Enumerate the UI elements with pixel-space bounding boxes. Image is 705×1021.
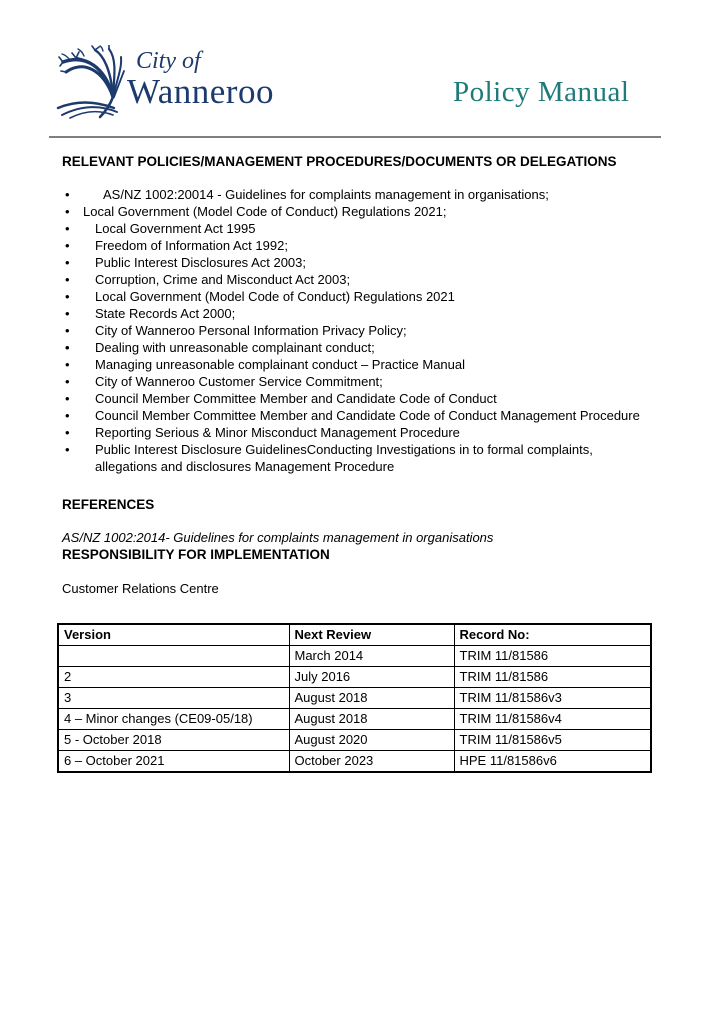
table-row <box>58 709 651 730</box>
bullet-item: • City of Wanneroo Personal Information Privacy Policy; <box>62 322 648 339</box>
table-row <box>58 730 651 751</box>
cell-next-review: August 2018 <box>289 709 454 730</box>
cell-next-review: July 2016 <box>289 667 454 688</box>
cell-version: 5 - October 2018 <box>58 730 289 751</box>
cell-version: 3 <box>58 688 289 709</box>
references-heading: REFERENCES <box>62 497 155 512</box>
bullet-item: • Managing unreasonable complainant conduct – Practice Manual <box>62 356 648 373</box>
bullet-item: • AS/NZ 1002:20014 - Guidelines for complaints management in organisations; <box>62 186 648 203</box>
bullet-item: • Local Government Act 1995 <box>62 220 648 237</box>
responsibility-heading: RESPONSIBILITY FOR IMPLEMENTATION <box>62 547 330 562</box>
table-header-row <box>58 624 651 646</box>
cell-version: 2 <box>58 667 289 688</box>
column-header-version: Version <box>58 624 289 646</box>
table-row <box>58 646 651 667</box>
logo-city-of: City of <box>136 48 201 74</box>
bullet-item: • Local Government (Model Code of Conduct) Regulations 2021; <box>62 203 648 220</box>
bullet-item: • Public Interest Disclosure GuidelinesConducting Investigations in to formal complaints, allegations and disclosures Management Procedure <box>62 441 648 475</box>
cell-next-review: October 2023 <box>289 751 454 773</box>
bullet-item: • Corruption, Crime and Misconduct Act 2003; <box>62 271 648 288</box>
bullet-item: • Freedom of Information Act 1992; <box>62 237 648 254</box>
cell-next-review: March 2014 <box>289 646 454 667</box>
relevant-policies-heading: RELEVANT POLICIES/MANAGEMENT PROCEDURES/DOCUMENTS OR DELEGATIONS <box>62 154 617 169</box>
table-row <box>58 688 651 709</box>
cell-version <box>58 646 289 667</box>
bullet-list <box>62 186 648 475</box>
bullet-item: • Council Member Committee Member and Candidate Code of Conduct Management Procedure <box>62 407 648 424</box>
responsibility-owner: Customer Relations Centre <box>62 581 219 596</box>
cell-version: 6 – October 2021 <box>58 751 289 773</box>
cell-next-review: August 2020 <box>289 730 454 751</box>
table-row <box>58 667 651 688</box>
cell-next-review: August 2018 <box>289 688 454 709</box>
policy-manual-title: Policy Manual <box>453 76 630 108</box>
cell-record-no: TRIM 11/81586v5 <box>454 730 651 751</box>
cell-record-no: TRIM 11/81586 <box>454 646 651 667</box>
cell-record-no: TRIM 11/81586v3 <box>454 688 651 709</box>
bullet-item: • Local Government (Model Code of Conduct) Regulations 2021 <box>62 288 648 305</box>
table-row <box>58 751 651 773</box>
logo-wanneroo: Wanneroo <box>127 72 274 111</box>
bullet-item: • Public Interest Disclosures Act 2003; <box>62 254 648 271</box>
cell-record-no: TRIM 11/81586v4 <box>454 709 651 730</box>
column-header-record-no: Record No: <box>454 624 651 646</box>
cell-record-no: HPE 11/81586v6 <box>454 751 651 773</box>
version-history-table <box>57 623 652 773</box>
cell-record-no: TRIM 11/81586 <box>454 667 651 688</box>
bullet-item: • Reporting Serious & Minor Misconduct Management Procedure <box>62 424 648 441</box>
bullet-item: • State Records Act 2000; <box>62 305 648 322</box>
bullet-item: • Council Member Committee Member and Candidate Code of Conduct <box>62 390 648 407</box>
bullet-item: • Dealing with unreasonable complainant conduct; <box>62 339 648 356</box>
cell-version: 4 – Minor changes (CE09-05/18) <box>58 709 289 730</box>
bullet-item: • City of Wanneroo Customer Service Commitment; <box>62 373 648 390</box>
column-header-next-review: Next Review <box>289 624 454 646</box>
reference-line: AS/NZ 1002:2014- Guidelines for complaints management in organisations <box>62 530 494 545</box>
